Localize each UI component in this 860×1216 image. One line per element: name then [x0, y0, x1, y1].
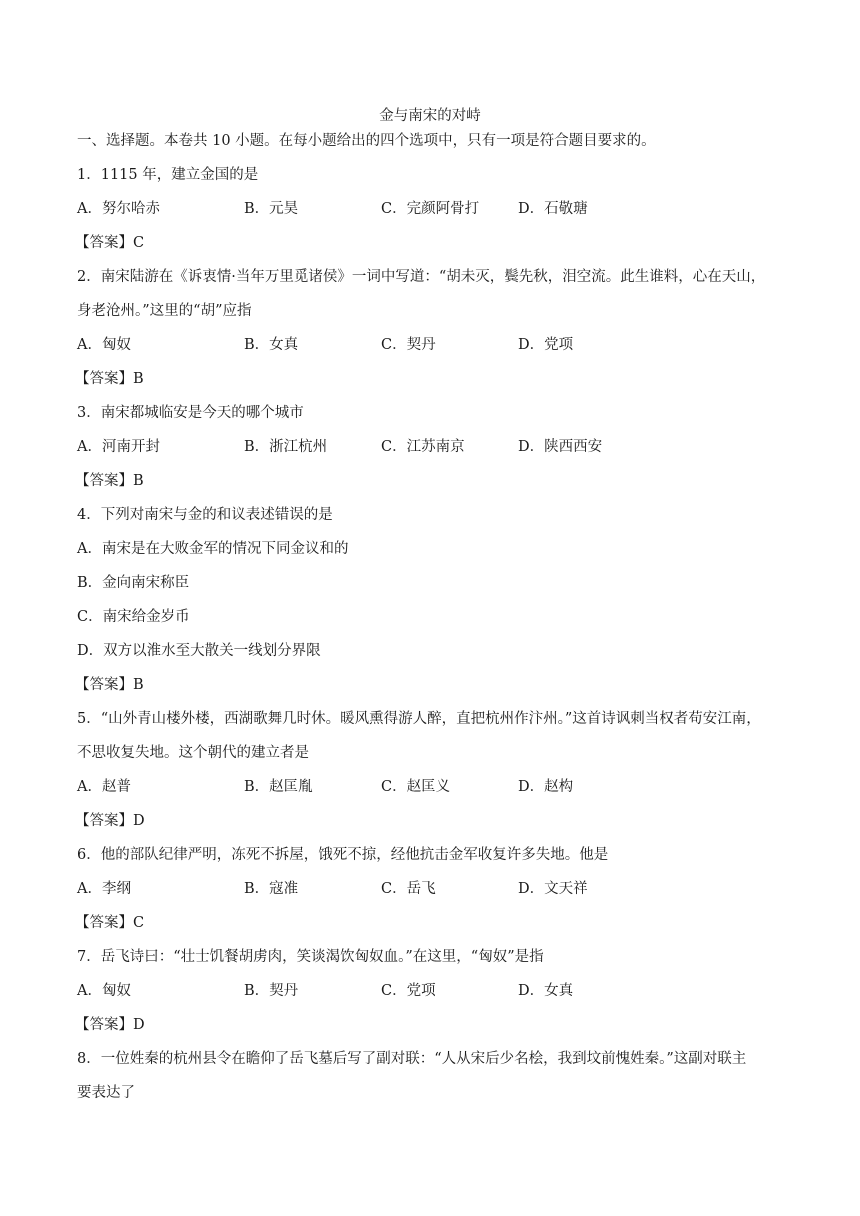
- answer-7: 【答案】D: [75, 1017, 145, 1033]
- answer-3: 【答案】B: [75, 473, 144, 489]
- option-a: A．河南开封: [77, 439, 160, 455]
- section-header: 一、选择题。本卷共 10 小题。在每小题给出的四个选项中，只有一项是符合题目要求的。: [77, 133, 656, 149]
- question-8-stem-line-2: 要表达了: [77, 1085, 135, 1101]
- question-3-stem: 3．南宋都城临安是今天的哪个城市: [77, 405, 304, 421]
- answer-2: 【答案】B: [75, 371, 144, 387]
- question-7-stem: 7．岳飞诗曰：“壮士饥餐胡虏肉，笑谈渴饮匈奴血。”在这里，“匈奴”是指: [77, 949, 544, 965]
- answer-1: 【答案】C: [75, 235, 145, 251]
- page-title: 金与南宋的对峙: [379, 108, 481, 124]
- option-c: C．完颜阿骨打: [381, 201, 480, 217]
- option-c: C．赵匡义: [381, 779, 451, 795]
- option-c: C．江苏南京: [381, 439, 465, 455]
- question-5-stem-line-2: 不思收复失地。这个朝代的建立者是: [77, 745, 309, 761]
- option-c: C．契丹: [381, 337, 436, 353]
- option-a: A．匈奴: [77, 983, 131, 999]
- question-2-stem-line-2: 身老沧州。”这里的“胡”应指: [77, 303, 252, 319]
- option-b: B．契丹: [244, 983, 299, 999]
- option-a: A．赵普: [77, 779, 131, 795]
- option-a: A．南宋是在大败金军的情况下同金议和的: [77, 541, 349, 557]
- option-b: B．寇准: [244, 881, 299, 897]
- answer-4: 【答案】B: [75, 677, 144, 693]
- option-b: B．浙江杭州: [244, 439, 328, 455]
- option-b: B．女真: [244, 337, 299, 353]
- option-a: A．匈奴: [77, 337, 131, 353]
- option-c: C．南宋给金岁币: [77, 609, 190, 625]
- option-a: A．李纲: [77, 881, 131, 897]
- option-d: D．石敬瑭: [518, 201, 588, 217]
- option-c: C．党项: [381, 983, 436, 999]
- option-d: D．女真: [518, 983, 574, 999]
- question-2-stem-line-1: 2．南宋陆游在《诉衷情·当年万里觅诸侯》一词中写道：“胡未灭，鬓先秋，泪空流。此生谁料，心在天山，: [77, 269, 766, 285]
- option-b: B．元昊: [244, 201, 299, 217]
- option-d: D．陕西西安: [518, 439, 603, 455]
- option-d: D．双方以淮水至大散关一线划分界限: [77, 643, 321, 659]
- option-c: C．岳飞: [381, 881, 436, 897]
- answer-6: 【答案】C: [75, 915, 145, 931]
- option-d: D．赵构: [518, 779, 574, 795]
- question-5-stem-line-1: 5．“山外青山楼外楼，西湖歌舞几时休。暖风熏得游人醉，直把杭州作汴州。”这首诗讽刺当权者苟安江南，: [77, 711, 761, 727]
- option-a: A．努尔哈赤: [77, 201, 160, 217]
- question-4-stem: 4．下列对南宋与金的和议表述错误的是: [77, 507, 333, 523]
- option-d: D．文天祥: [518, 881, 588, 897]
- option-d: D．党项: [518, 337, 574, 353]
- question-8-stem-line-1: 8．一位姓秦的杭州县令在瞻仰了岳飞墓后写了副对联：“人从宋后少名桧，我到坟前愧姓秦。”这副对联主: [77, 1051, 747, 1067]
- option-b: B．金向南宋称臣: [77, 575, 190, 591]
- question-1-stem: 1．1115 年，建立金国的是: [77, 167, 259, 183]
- question-6-stem: 6．他的部队纪律严明，冻死不拆屋，饿死不掠，经他抗击金军收复许多失地。他是: [77, 847, 609, 863]
- option-b: B．赵匡胤: [244, 779, 313, 795]
- answer-5: 【答案】D: [75, 813, 145, 829]
